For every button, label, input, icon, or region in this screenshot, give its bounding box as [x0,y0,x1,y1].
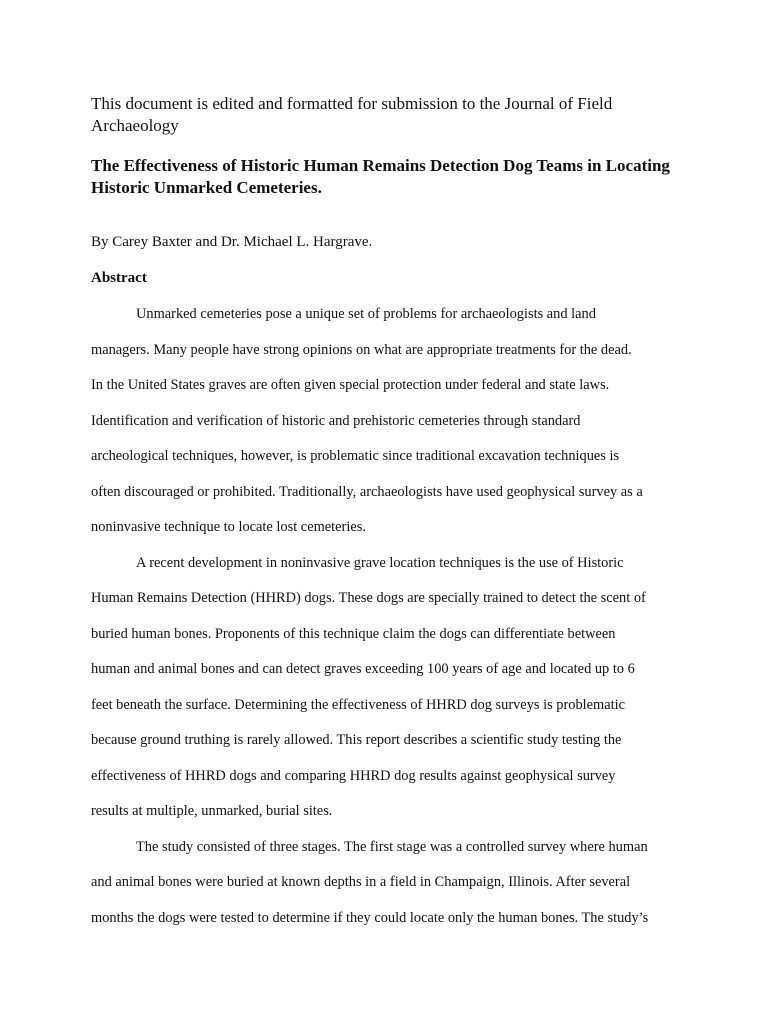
abstract-line-paragraph-start: Unmarked cemeteries pose a unique set of problems for archaeologists and land [136,306,596,322]
abstract-line-paragraph-start: A recent development in noninvasive grave location techniques is the use of Historic [136,554,624,571]
abstract-line: Human Remains Detection (HHRD) dogs. These dogs are specially trained to detect the scent of [91,590,646,606]
submission-note: This document is edited and formatted for submission to the Journal of Field Archaeology [91,94,613,135]
abstract-line: managers. Many people have strong opinions on what are appropriate treatments for the dead. [91,341,632,358]
abstract-line: Identification and verification of historic and prehistoric cemeteries through standard [91,412,581,429]
document-title: The Effectiveness of Historic Human Remains Detection Dog Teams in Locating Historic Unmarked Cemeteries. [91,156,670,197]
author-line: By Carey Baxter and Dr. Michael L. Hargrave. [91,234,373,250]
abstract-line: feet beneath the surface. Determining the effectiveness of HHRD dog surveys is problematic [91,696,626,713]
abstract-line: buried human bones. Proponents of this technique claim the dogs can differentiate between [91,625,616,642]
abstract-line: human and animal bones and can detect graves exceeding 100 years of age and located up to 6 [91,661,635,677]
abstract-line: In the United States graves are often given special protection under federal and state laws. [91,377,610,393]
abstract-line: because ground truthing is rarely allowed. This report describes a scientific study testing the [91,732,622,748]
abstract-line: often discouraged or prohibited. Traditionally, archaeologists have used geophysical survey as a [91,483,643,500]
abstract-line: results at multiple, unmarked, burial sites. [91,803,333,819]
abstract-line: noninvasive technique to locate lost cemeteries. [91,519,366,535]
abstract-line-paragraph-start: The study consisted of three stages. The first stage was a controlled survey where human [136,838,648,855]
abstract-line: months the dogs were tested to determine if they could locate only the human bones. The study’s [91,909,649,926]
abstract-line: effectiveness of HHRD dogs and comparing HHRD dog results against geophysical survey [91,767,616,784]
abstract-line: archeological techniques, however, is problematic since traditional excavation techniques is [91,448,620,464]
abstract-heading: Abstract [91,270,147,286]
abstract-body [91,304,691,943]
abstract-line: and animal bones were buried at known depths in a field in Champaign, Illinois. After several [91,874,631,890]
